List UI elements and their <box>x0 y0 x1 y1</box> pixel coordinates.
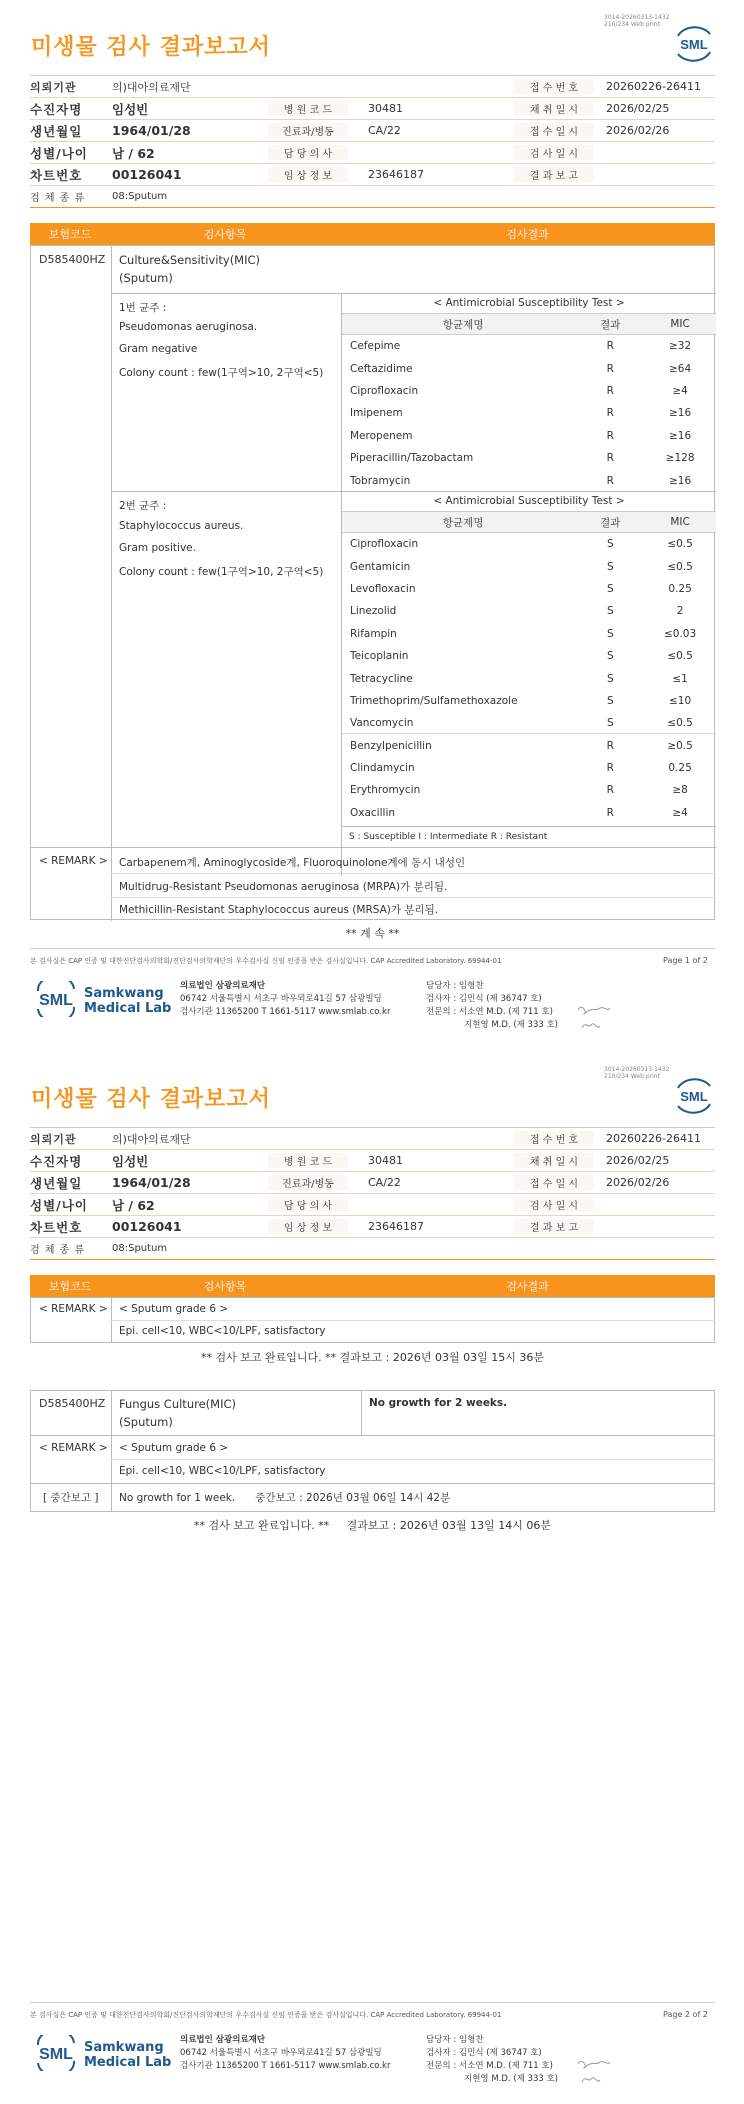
colony-count: Colony count : few(1구역>10, 2구역<5) <box>119 367 324 379</box>
info-value: CA/22 <box>368 1176 401 1189</box>
ast-col-mic: MIC <box>670 318 690 330</box>
remark-line: < Sputum grade 6 > <box>119 1303 229 1315</box>
ast-row <box>342 667 716 689</box>
info-row <box>30 142 715 164</box>
divider <box>111 1320 715 1321</box>
svg-text:SML: SML <box>39 2046 73 2063</box>
info-key: 생년월일 <box>30 1175 83 1191</box>
susceptibility-result: R <box>606 474 614 487</box>
mic-value: ≤10 <box>669 694 692 707</box>
lab-name <box>84 2040 171 2070</box>
antibiotic-name: Rifampin <box>350 627 397 640</box>
info-key: 임 상 정 보 <box>268 1219 348 1234</box>
remark-line: Multidrug-Resistant Pseudomonas aeruginosa (MRPA)가 분리됨. <box>119 881 448 893</box>
lab-org: 의료법인 삼광의료재단 <box>180 2035 266 2045</box>
info-key: 접 수 일 시 <box>514 123 594 138</box>
info-row <box>30 76 715 98</box>
susceptibility-result: S <box>606 605 614 618</box>
ast-row <box>342 645 716 667</box>
lab-name-line: Medical Lab <box>84 2055 172 2070</box>
ast-row <box>342 402 716 424</box>
info-value: 00126041 <box>112 167 182 182</box>
lab-name-line: Samkwang <box>84 986 164 1001</box>
susceptibility-result: S <box>606 582 614 595</box>
mic-value: ≥8 <box>672 784 688 797</box>
antibiotic-name: Piperacillin/Tazobactam <box>350 452 474 465</box>
insurance-code: D585400HZ <box>39 1397 106 1410</box>
divider <box>111 1459 715 1460</box>
report-page-2 <box>0 1052 744 2104</box>
info-key: 검 체 종 류 <box>30 1245 86 1256</box>
lab-footer <box>34 978 724 1038</box>
mic-value: ≥16 <box>669 474 692 487</box>
ast-row <box>342 447 716 469</box>
mic-value: ≤0.5 <box>667 538 693 551</box>
antibiotic-name: Ciprofloxacin <box>350 538 419 551</box>
signatories <box>426 2034 558 2086</box>
interim-label: [ 중간보고 ] <box>43 1492 99 1504</box>
patient-info-table <box>30 1127 715 1260</box>
info-value: 30481 <box>368 102 403 115</box>
ast-row <box>342 578 716 600</box>
remark-line: Epi. cell<10, WBC<10/LPF, satisfactory <box>119 1325 326 1337</box>
ast-col-result: 결과 <box>600 516 621 529</box>
antibiotic-name: Oxacillin <box>350 806 396 819</box>
antibiotic-name: Linezolid <box>350 605 397 618</box>
info-key: 성별/나이 <box>30 1197 88 1213</box>
susceptibility-result: R <box>606 340 614 353</box>
susceptibility-result: R <box>606 784 614 797</box>
webprint-line: 210/234 Web print <box>604 1073 660 1080</box>
result-table-header <box>30 223 715 245</box>
report-title: 미생물 검사 결과보고서 <box>31 1087 271 1112</box>
info-value: 임성빈 <box>112 101 149 117</box>
info-value: CA/22 <box>368 124 401 137</box>
info-value: 08:Sputum <box>112 1243 168 1254</box>
svg-text:SML: SML <box>680 37 708 52</box>
col-test-item: 검사항목 <box>203 1280 247 1293</box>
remark-line: Carbapenem계, Aminoglycoside계, Fluoroquinolone계에 동시 내성인 <box>119 857 466 869</box>
info-value: 임성빈 <box>112 1153 149 1169</box>
info-row <box>30 98 715 120</box>
ast-row <box>342 735 716 757</box>
info-key: 검 사 일 시 <box>514 145 594 160</box>
test-specimen: (Sputum) <box>119 1415 173 1429</box>
susceptibility-result: S <box>606 627 614 640</box>
gram-stain: Gram negative <box>119 343 198 355</box>
signatory: 검사자 : 김민식 (제 36747 호) <box>426 2048 542 2058</box>
lab-addr-line: 06742 서울특별시 서초구 바우뫼로41길 57 삼광빌딩 <box>180 994 382 1004</box>
mic-value: ≥4 <box>672 806 688 819</box>
lab-org: 의료법인 삼광의료재단 <box>180 981 266 991</box>
mic-value: ≥4 <box>672 384 688 397</box>
interim-text: No growth for 1 week. 중간보고 : 2026년 03월 06일 14시 42분 <box>119 1492 451 1504</box>
susceptibility-result: R <box>606 384 614 397</box>
remark-label: < REMARK > <box>39 1442 108 1454</box>
divider <box>111 873 716 874</box>
mic-value: ≥16 <box>669 407 692 420</box>
ast-row <box>342 757 716 779</box>
ast-col-antibiotic: 항균제명 <box>442 318 484 331</box>
sml-logo-icon <box>672 1078 716 1114</box>
ast-row <box>342 779 716 801</box>
info-key: 검 사 일 시 <box>514 1197 594 1212</box>
organism-label: 2번 균주 : <box>119 500 167 512</box>
info-value: 2026/02/26 <box>606 124 670 137</box>
ast-header-row <box>342 511 716 533</box>
page-number: Page 1 of 2 <box>663 956 708 965</box>
susceptibility-result: R <box>606 429 614 442</box>
page-number: Page 2 of 2 <box>663 2010 708 2019</box>
antibiotic-name: Tobramycin <box>350 474 411 487</box>
test-name: Culture&Sensitivity(MIC) <box>119 253 261 267</box>
ast-row <box>342 533 716 555</box>
mic-value: 2 <box>676 605 684 618</box>
ast-row <box>342 335 716 357</box>
lab-address <box>180 980 390 1019</box>
lab-address <box>180 2034 390 2073</box>
info-value: 30481 <box>368 1154 403 1167</box>
mic-value: ≤1 <box>672 672 688 685</box>
gram-stain: Gram positive. <box>119 542 196 554</box>
antibiotic-name: Vancomycin <box>350 717 414 730</box>
divider <box>30 948 715 949</box>
antibiotic-name: Levofloxacin <box>350 582 416 595</box>
test-specimen: (Sputum) <box>119 271 173 285</box>
susceptibility-result: R <box>606 739 614 752</box>
divider <box>31 1483 715 1484</box>
susceptibility-result: S <box>606 650 614 663</box>
ast-table-1 <box>342 293 716 492</box>
info-value: 1964/01/28 <box>112 123 191 138</box>
ast-title: < Antimicrobial Susceptibility Test > <box>433 297 625 309</box>
sml-logo-icon <box>34 2035 78 2071</box>
remark-line: < Sputum grade 6 > <box>119 1442 229 1454</box>
signatory: 담당자 : 임형찬 <box>426 981 484 991</box>
mic-value: ≤0.03 <box>663 627 697 640</box>
susceptibility-result: S <box>606 538 614 551</box>
info-key: 진료과/병동 <box>268 123 348 138</box>
webprint-line: 3014-20260313-1432 <box>604 1066 670 1073</box>
divider <box>111 897 716 898</box>
accreditation-note: 본 검사실은 CAP 인증 및 대한진단검사의학회/진단검사의학재단의 우수검사실 신임 인증을 받은 검사실입니다. CAP Accredited Laboratory. 69944-01 <box>30 957 502 965</box>
ast-row <box>342 469 716 491</box>
remark-line: Methicillin-Resistant Staphylococcus aureus (MRSA)가 분리됨. <box>119 904 439 916</box>
info-value: 08:Sputum <box>112 191 168 202</box>
info-key: 진료과/병동 <box>268 1175 348 1190</box>
info-value: 2026/02/25 <box>606 102 670 115</box>
fungus-result-table <box>30 1390 715 1512</box>
info-value: 20260226-26411 <box>606 1132 701 1145</box>
mic-value: ≤0.5 <box>667 717 693 730</box>
divider <box>361 1391 362 1435</box>
ast-rows <box>342 533 716 824</box>
info-row <box>30 164 715 186</box>
col-test-result: 검사결과 <box>506 1280 549 1293</box>
info-key: 채 취 일 시 <box>514 101 594 116</box>
divider <box>31 847 716 848</box>
info-row <box>30 1238 715 1260</box>
lab-addr-line: 06742 서울특별시 서초구 바우뫼로41길 57 삼광빌딩 <box>180 2048 382 2058</box>
info-row <box>30 1194 715 1216</box>
antibiotic-name: Trimethoprim/Sulfamethoxazole <box>350 694 518 707</box>
info-row <box>30 1216 715 1238</box>
ast-row <box>342 357 716 379</box>
info-value: 23646187 <box>368 168 424 181</box>
webprint-stamp <box>604 1066 669 1080</box>
signature-icon <box>574 1000 614 1034</box>
antibiotic-name: Meropenem <box>350 429 413 442</box>
lab-footer <box>34 2032 724 2096</box>
ast-header-row <box>342 313 716 335</box>
result-table-header <box>30 1275 715 1297</box>
antibiotic-name: Cefepime <box>350 340 401 353</box>
info-value: 20260226-26411 <box>606 80 701 93</box>
signatories <box>426 980 558 1032</box>
remark-block <box>30 1297 715 1343</box>
fungus-result: No growth for 2 weeks. <box>369 1397 508 1409</box>
susceptibility-result: R <box>606 362 614 375</box>
report-page-1 <box>0 0 744 985</box>
info-row <box>30 120 715 142</box>
svg-text:SML: SML <box>680 1089 708 1104</box>
divider <box>342 733 716 734</box>
signature-icon <box>574 2054 614 2088</box>
info-key: 담 당 의 사 <box>268 145 348 160</box>
ast-row <box>342 802 716 824</box>
info-key: 접 수 번 호 <box>514 1131 594 1146</box>
webprint-line: 210/234 Web print <box>604 21 660 28</box>
lab-phone: 검사기관 11365200 T 1661-5117 www.smlab.co.kr <box>180 1007 391 1017</box>
organism-label: 1번 균주 : <box>119 302 167 314</box>
antibiotic-name: Ceftazidime <box>350 362 413 375</box>
info-key: 성별/나이 <box>30 145 88 161</box>
info-key: 수진자명 <box>30 1153 83 1169</box>
remark-line: Epi. cell<10, WBC<10/LPF, satisfactory <box>119 1465 326 1477</box>
signatory: 전문의 : 서소연 M.D. (제 711 호) <box>426 2061 553 2071</box>
info-key: 차트번호 <box>30 167 83 183</box>
info-key: 접 수 일 시 <box>514 1175 594 1190</box>
mic-value: ≥64 <box>669 362 692 375</box>
mic-value: ≥0.5 <box>667 739 693 752</box>
colony-count: Colony count : few(1구역>10, 2구역<5) <box>119 566 324 578</box>
info-value: 남 / 62 <box>112 1197 155 1213</box>
sml-logo-icon <box>672 26 716 62</box>
sml-logo-icon <box>34 981 78 1017</box>
signatory: 담당자 : 임형찬 <box>426 2035 484 2045</box>
divider <box>342 826 716 827</box>
organism-name: Staphylococcus aureus. <box>119 520 244 532</box>
info-key: 채 취 일 시 <box>514 1153 594 1168</box>
signatory: 전문의 : 서소연 M.D. (제 711 호) <box>426 1007 553 1017</box>
antibiotic-name: Imipenem <box>350 407 403 420</box>
ast-row <box>342 600 716 622</box>
info-key: 수진자명 <box>30 101 83 117</box>
ast-table-2 <box>342 491 716 824</box>
antibiotic-name: Benzylpenicillin <box>350 739 432 752</box>
ast-title: < Antimicrobial Susceptibility Test > <box>433 495 625 507</box>
ast-rows <box>342 335 716 492</box>
report-complete-note: ** 검사 보고 완료입니다. ** 결과보고 : 2026년 03월 03일 15시 36분 <box>201 1351 544 1364</box>
divider <box>111 1391 112 1511</box>
mic-value: ≥128 <box>665 452 695 465</box>
info-key: 임 상 정 보 <box>268 167 348 182</box>
info-key: 결 과 보 고 <box>514 167 594 182</box>
info-value: 1964/01/28 <box>112 1175 191 1190</box>
insurance-code: D585400HZ <box>39 253 106 266</box>
mic-value: ≤0.5 <box>667 560 693 573</box>
ast-col-result: 결과 <box>600 318 621 331</box>
info-key: 담 당 의 사 <box>268 1197 348 1212</box>
continued-note: ** 계 속 ** <box>345 927 400 940</box>
info-value: 의)대아의료재단 <box>112 1132 191 1146</box>
info-value: 2026/02/26 <box>606 1176 670 1189</box>
susceptibility-result: R <box>606 762 614 775</box>
lab-name <box>84 986 171 1016</box>
report-complete-note: ** 검사 보고 완료입니다. ** 결과보고 : 2026년 03월 13일 14시 06분 <box>194 1519 551 1532</box>
signatory: 검사자 : 김민식 (제 36747 호) <box>426 994 542 1004</box>
ast-legend: S : Susceptible I : Intermediate R : Resistant <box>349 832 548 842</box>
info-key: 검 체 종 류 <box>30 193 86 204</box>
info-row <box>30 1150 715 1172</box>
mic-value: 0.25 <box>668 762 692 775</box>
ast-row <box>342 380 716 402</box>
antibiotic-name: Ciprofloxacin <box>350 384 419 397</box>
divider <box>30 2002 715 2003</box>
antibiotic-name: Teicoplanin <box>350 650 409 663</box>
remark-label: < REMARK > <box>39 855 108 867</box>
susceptibility-result: S <box>606 560 614 573</box>
organism-name: Pseudomonas aeruginosa. <box>119 321 258 333</box>
col-insurance-code: 보험코드 <box>48 228 92 241</box>
antibiotic-name: Tetracycline <box>350 672 413 685</box>
info-key: 접 수 번 호 <box>514 79 594 94</box>
info-value: 00126041 <box>112 1219 182 1234</box>
info-key: 생년월일 <box>30 123 83 139</box>
susceptibility-result: R <box>606 407 614 420</box>
signatory: 지현영 M.D. (제 333 호) <box>464 2074 559 2084</box>
ast-row <box>342 623 716 645</box>
info-key: 의뢰기관 <box>30 80 77 94</box>
susceptibility-result: R <box>606 452 614 465</box>
info-key: 병 원 코 드 <box>268 101 348 116</box>
divider <box>31 1435 715 1436</box>
info-value: 남 / 62 <box>112 145 155 161</box>
patient-info-table <box>30 75 715 208</box>
col-insurance-code: 보험코드 <box>48 1280 92 1293</box>
accreditation-note: 본 검사실은 CAP 인증 및 대한진단검사의학회/진단검사의학재단의 우수검사실 신임 인증을 받은 검사실입니다. CAP Accredited Laboratory. 69944-01 <box>30 2011 502 2019</box>
ast-col-antibiotic: 항균제명 <box>442 516 484 529</box>
lab-name-line: Samkwang <box>84 2040 164 2055</box>
mic-value: ≥32 <box>669 340 692 353</box>
report-title: 미생물 검사 결과보고서 <box>31 35 271 60</box>
ast-col-mic: MIC <box>670 516 690 528</box>
info-key: 병 원 코 드 <box>268 1153 348 1168</box>
info-row <box>30 1128 715 1150</box>
info-key: 결 과 보 고 <box>514 1219 594 1234</box>
ast-row <box>342 712 716 734</box>
test-name: Fungus Culture(MIC) <box>119 1397 236 1411</box>
antibiotic-name: Gentamicin <box>350 560 411 573</box>
info-value: 23646187 <box>368 1220 424 1233</box>
susceptibility-result: S <box>606 672 614 685</box>
antibiotic-name: Erythromycin <box>350 784 421 797</box>
mic-value: 0.25 <box>668 582 692 595</box>
remark-label: < REMARK > <box>39 1303 108 1315</box>
info-value: 2026/02/25 <box>606 1154 670 1167</box>
ast-row <box>342 425 716 447</box>
info-row <box>30 186 715 208</box>
ast-row <box>342 690 716 712</box>
susceptibility-result: S <box>606 717 614 730</box>
info-key: 차트번호 <box>30 1219 83 1235</box>
mic-value: ≤0.5 <box>667 650 693 663</box>
col-test-result: 검사결과 <box>506 228 549 241</box>
info-key: 의뢰기관 <box>30 1132 77 1146</box>
susceptibility-result: S <box>606 694 614 707</box>
col-test-item: 검사항목 <box>203 228 247 241</box>
antibiotic-name: Clindamycin <box>350 762 415 775</box>
info-row <box>30 1172 715 1194</box>
webprint-line: 3014-20260313-1432 <box>604 14 670 21</box>
result-table <box>30 245 715 920</box>
info-value: 의)대아의료재단 <box>112 80 191 94</box>
lab-phone: 검사기관 11365200 T 1661-5117 www.smlab.co.kr <box>180 2061 391 2071</box>
susceptibility-result: R <box>606 806 614 819</box>
lab-name-line: Medical Lab <box>84 1001 172 1016</box>
svg-text:SML: SML <box>39 992 73 1009</box>
ast-row <box>342 555 716 577</box>
signatory: 지현영 M.D. (제 333 호) <box>464 1020 559 1030</box>
mic-value: ≥16 <box>669 429 692 442</box>
webprint-stamp <box>604 14 669 28</box>
divider <box>111 246 112 921</box>
